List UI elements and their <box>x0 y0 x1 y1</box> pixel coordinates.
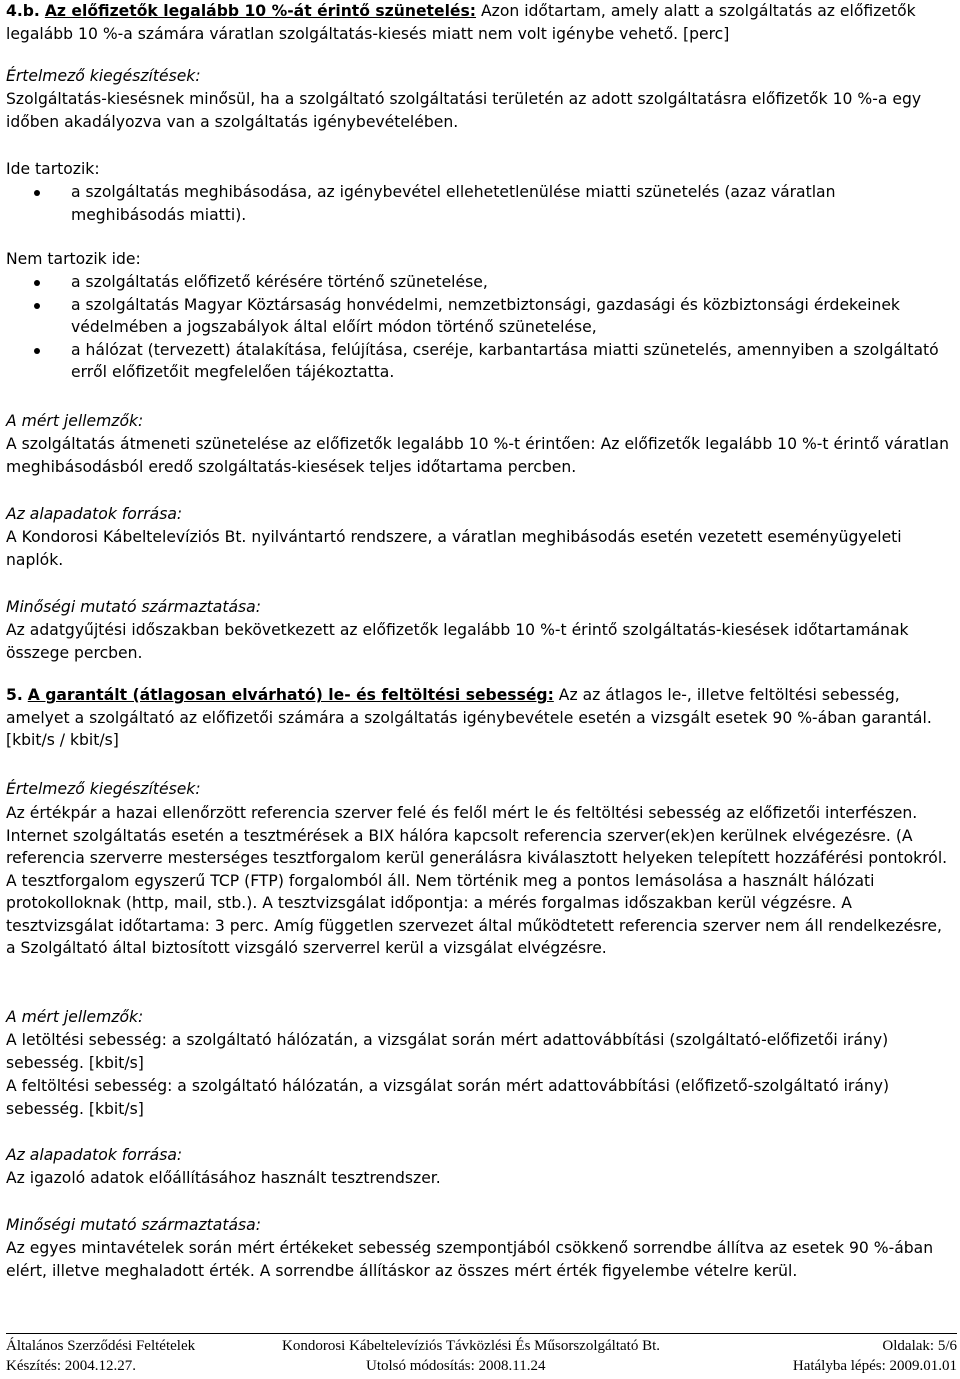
list-item: a szolgáltatás Magyar Köztársaság honvédelmi, nemzetbiztonsági, gazdasági és közbiztonsági érdekeinek védelmében a jogszabályok által előírt módon történő szünetelése, <box>6 294 950 339</box>
section-text: Az az átlagos le-, illetve feltöltési sebesség, amelyet a szolgáltató az előfizetői számára a szolgáltatás igénybevétele esetén a vizsgált esetek 90 %-ában garantál. [kbit/s / kbit/s] <box>6 686 932 749</box>
section-number: 4.b. <box>6 2 40 20</box>
derivation-text: Az adatgyűjtési időszakban bekövetkezett az előfizetők legalább 10 %-t érintő szolgáltatás-kiesések időtartamának összege percben. <box>6 621 909 662</box>
list-item: a szolgáltatás meghibásodása, az igénybevétel ellehetetlenülése miatti szünetelés (azaz váratlan meghibásodás miatti). <box>6 181 950 226</box>
section-5-definition <box>6 684 950 752</box>
footer-row-1 <box>6 1336 957 1356</box>
measured-download-text: A letöltési sebesség: a szolgáltató hálózatán, a vizsgálat során mért adattovábbítási (szolgáltató-előfizetői irány) sebesség. [kbit/s] <box>6 1031 889 1072</box>
excludes-label: Nem tartozik ide: <box>6 250 141 268</box>
bullet-icon <box>34 280 40 286</box>
footer-created-date: Készítés: 2004.12.27. <box>6 1358 136 1374</box>
source-label: Az alapadatok forrása: <box>6 505 183 523</box>
section-title: Az előfizetők legalább 10 %-át érintő szünetelés: <box>44 2 477 20</box>
section-4b-definition <box>6 0 950 45</box>
bullet-icon <box>34 348 40 354</box>
bullet-icon <box>34 190 40 196</box>
footer-row-2 <box>6 1356 957 1376</box>
list-item: a szolgáltatás előfizető kérésére történő szünetelése, <box>6 271 950 294</box>
list-item: a hálózat (tervezett) átalakítása, felújítása, cseréje, karbantartása miatti szünetelés, amennyiben a szolgáltató erről előfizetőit megfelelően tájékoztatta. <box>6 339 950 384</box>
footer-effective-date: Hatályba lépés: 2009.01.01 <box>792 1358 957 1374</box>
footer-page-count: Oldalak: 5/6 <box>882 1338 957 1354</box>
includes-list <box>6 181 950 226</box>
footer-doc-title: Általános Szerződési Feltételek <box>6 1338 196 1354</box>
derivation-label: Minőségi mutató származtatása: <box>6 598 261 616</box>
section-number: 5. <box>6 686 23 704</box>
interpretation-label: Értelmező kiegészítések: <box>6 67 201 85</box>
derivation-text: Az egyes mintavételek során mért értékeket sebesség szempontjából csökkenő sorrendbe állítva az esetek 90 %-ában elért, illetve meghaladott érték. A sorrendbe állításkor az összes mért érték figyelembe vételre kerül. <box>6 1239 934 1280</box>
measured-label: A mért jellemzők: <box>6 1008 144 1026</box>
source-text: Az igazoló adatok előállításához használt tesztrendszer. <box>6 1169 441 1187</box>
measured-text: A szolgáltatás átmeneti szünetelése az előfizetők legalább 10 %-t érintően: Az előfizetők legalább 10 %-t érintő váratlan meghibásodásból eredő szolgáltatás-kiesések teljes időtartama percben. <box>6 435 949 476</box>
bullet-icon <box>34 303 40 309</box>
footer-divider <box>6 1333 957 1334</box>
source-text: A Kondorosi Kábeltelevíziós Bt. nyilvántartó rendszere, a váratlan meghibásodás esetén vezetett eseményügyeleti naplók. <box>6 528 902 569</box>
interpretation-text: Az értékpár a hazai ellenőrzött referencia szerver felé és felől mért le és feltöltési sebesség az előfizetői interfészen. Internet szolgáltatás esetén a tesztmérések a BIX hálóra kapcsolt referencia szerver(ek)en kerülnek elvégezésre. (A referencia szerverre mesterséges tesztforgalom kerül generálásra kiválasztott helyeken telepített hozzáférési pontokról. A tesztforgalom egyszerű TCP (FTP) forgalomból áll. Nem történik meg a pontos lemásolása a használt hálózati protokolloknak (http, mail, stb.). A tesztvizsgálat időpontja: a mérés forgalmas időszakban kerül végzésre. A tesztvizsgálat időtartama: 3 perc. Amíg független szervezet által működtetett referencia szerver nem áll rendelkezésre, a Szolgáltató által biztosított vizsgáló szerverrel kerül a vizsgálat elvégzésre. <box>6 804 948 957</box>
interpretation-text: Szolgáltatás-kiesésnek minősül, ha a szolgáltató szolgáltatási területén az adott szolgáltatásra előfizetők 10 %-a egy időben akadályozva van a szolgáltatás igénybevételében. <box>6 90 922 131</box>
source-label: Az alapadatok forrása: <box>6 1146 183 1164</box>
derivation-label: Minőségi mutató származtatása: <box>6 1216 261 1234</box>
footer-company: Kondorosi Kábeltelevíziós Távközlési És Műsorszolgáltató Bt. <box>282 1338 660 1354</box>
measured-label: A mért jellemzők: <box>6 412 144 430</box>
measured-upload-text: A feltöltési sebesség: a szolgáltató hálózatán, a vizsgálat során mért adattovábbítási (előfizető-szolgáltató irány) sebesség. [kbit/s] <box>6 1077 890 1118</box>
footer-modified-date: Utolsó módosítás: 2008.11.24 <box>366 1358 546 1374</box>
section-text: Azon időtartam, amely alatt a szolgáltatás az előfizetők legalább 10 %-a számára váratlan szolgáltatás-kiesés miatt nem volt igénybe vehető. [perc] <box>6 2 916 43</box>
interpretation-label: Értelmező kiegészítések: <box>6 780 201 798</box>
excludes-list <box>6 271 950 384</box>
includes-label: Ide tartozik: <box>6 160 100 178</box>
section-title: A garantált (átlagosan elvárható) le- és feltöltési sebesség: <box>27 686 554 704</box>
